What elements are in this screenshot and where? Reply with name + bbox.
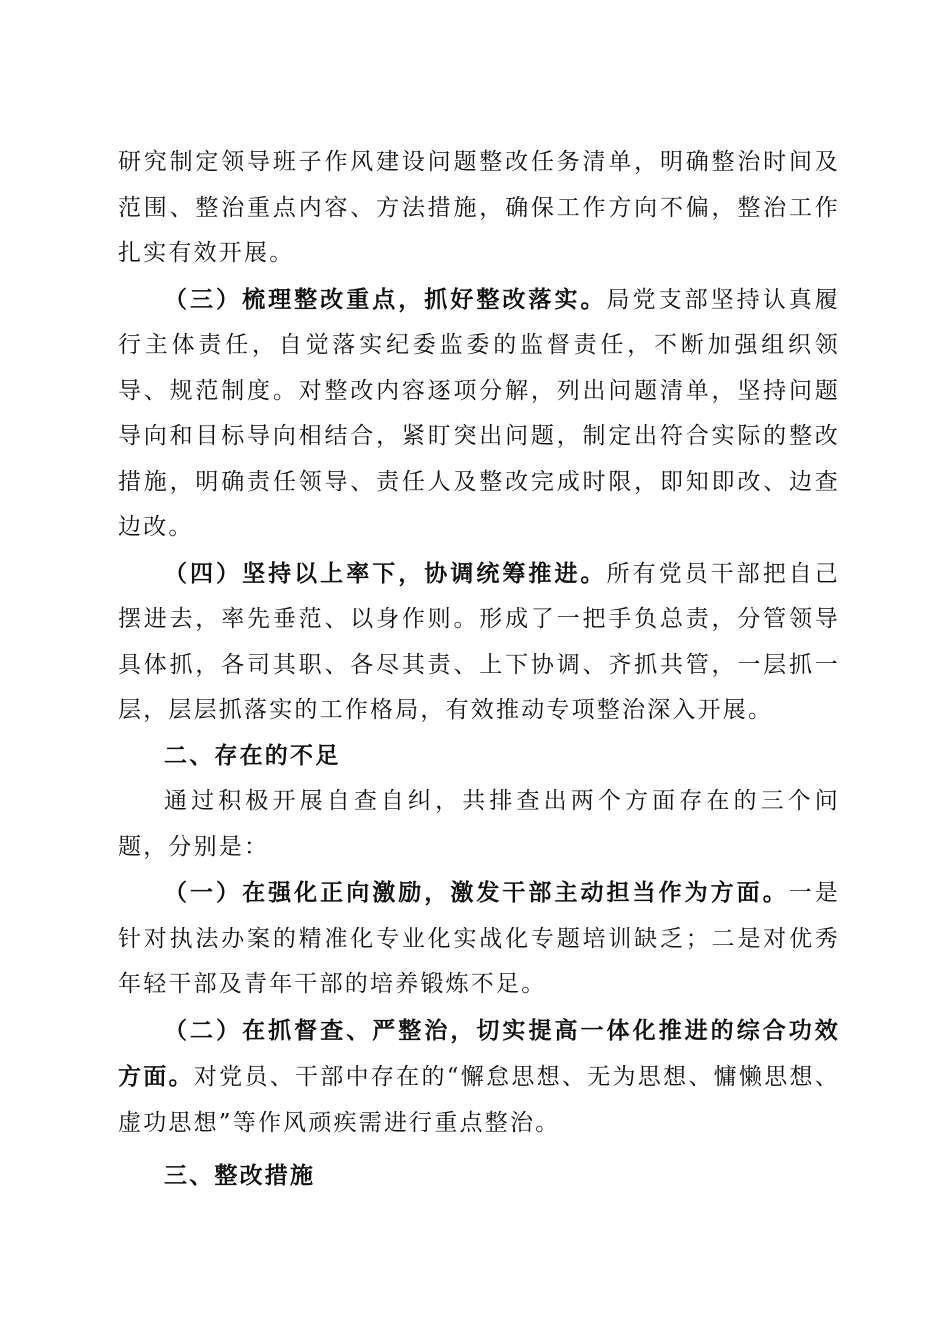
paragraph-text: 局党支部坚持认真履行主体责任，自觉落实纪委监委的监督责任，不断加强组织领导、规范制度。对整改内容逐项分解，列出问题清单，坚持问题导向和目标导向相结合，紧盯突出问题，制定出符合实际的整改措施，明确责任领导、责任人及整改完成时限，即知即改、边查边改。 xyxy=(118,286,840,540)
paragraph-positive-incentive xyxy=(118,870,840,1008)
paragraph-lead: （一）在强化正向激励，激发干部主动担当作为方面。 xyxy=(164,879,789,906)
paragraph-text: 所有党员干部把自己摆进去，率先垂范、以身作则。形成了一把手负总责，分管领导具体抓，各司其职、各尽其责、上下协调、齐抓共管，一层抓一层，层层抓落实的工作格局，有效推动专项整治深入开展。 xyxy=(118,560,840,723)
paragraph-task-list xyxy=(118,140,840,277)
paragraph-text: 研究制定领导班子作风建设问题整改任务清单，明确整治时间及范围、整治重点内容、方法措施，确保工作方向不偏，整治工作扎实有效开展。 xyxy=(118,149,840,266)
paragraph-supervision xyxy=(118,1008,840,1147)
paragraph-lead: （三）梳理整改重点，抓好整改落实。 xyxy=(164,285,607,313)
paragraph-rectification-focus xyxy=(118,277,840,551)
paragraph-text: 对党员、干部中存在的“懈怠思想、无为思想、慵懒思想、虚功思想”等作风顽疾需进行重点整治。 xyxy=(118,1064,840,1136)
paragraph-self-inspection xyxy=(118,779,840,870)
section-heading-measures: 三、整改措施 xyxy=(164,1163,316,1189)
paragraph-lead: （二）在抓督查、严整治，切实提高一体化推进的综合功效方面。 xyxy=(118,1016,840,1090)
section-heading-shortcomings: 二、存在的不足 xyxy=(164,742,341,769)
paragraph-text: 一是针对执法办案的精准化专业化实战化专题培训缺乏；二是对优秀年轻干部及青年干部的培养锻炼不足。 xyxy=(118,880,840,997)
paragraph-lead: （四）坚持以上率下，协调统筹推进。 xyxy=(164,559,607,587)
document-page xyxy=(118,140,840,1200)
paragraph-text: 通过积极开展自查自纠，共排查出两个方面存在的三个问题，分别是： xyxy=(118,788,840,860)
paragraph-leading-by-example xyxy=(118,551,840,734)
